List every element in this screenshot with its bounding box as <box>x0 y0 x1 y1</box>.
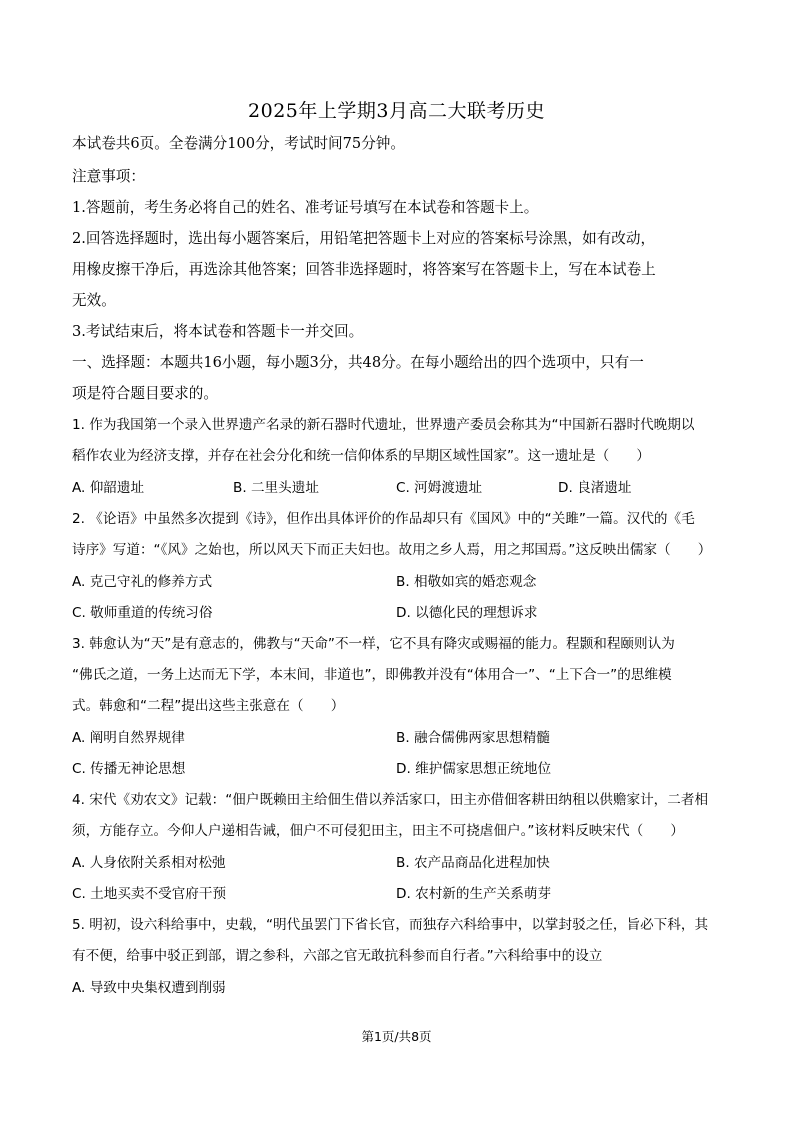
section-heading: 项是符合题目要求的。 <box>72 385 218 402</box>
question-1-option-c: C. 河姆渡遗址 <box>396 480 483 496</box>
question-5-option-a: A. 导致中央集权遭到削弱 <box>72 980 226 996</box>
header-line: 用橡皮擦干净后，再选涂其他答案；回答非选择题时，将答案写在答题卡上，写在本试卷上 <box>72 261 656 278</box>
question-4-option-b: B. 农产品商品化进程加快 <box>396 855 550 871</box>
question-1-option-a: A. 仰韶遗址 <box>72 480 145 496</box>
question-3-option-d: D. 维护儒家思想正统地位 <box>396 761 552 777</box>
question-3-option-a: A. 阐明自然界规律 <box>72 730 185 746</box>
page-footer: 第1页/共8页 <box>361 1029 432 1044</box>
question-5-text: 有不便，给事中驳正到部，谓之参科，六部之官无敢抗科参而自行者。”六科给事中的设立 <box>72 948 603 964</box>
question-3-text: “佛氏之道，一务上达而无下学，本末间，非道也”，即佛教并没有“体用合一”、“上下合一”的思维模 <box>72 667 672 683</box>
header-line: 无效。 <box>72 292 116 309</box>
header-line: 本试卷共6页。全卷满分100分，考试时间75分钟。 <box>72 135 405 152</box>
question-4-option-d: D. 农村新的生产关系萌芽 <box>396 886 552 902</box>
header-line: 2.回答选择题时，选出每小题答案后，用铅笔把答题卡上对应的答案标号涂黑，如有改动， <box>72 230 656 247</box>
question-2-text: 2. 《论语》中虽然多次提到《诗》，但作出具体评价的作品却只有《国风》中的“关雎”一篇。汉代的《毛 <box>72 511 695 527</box>
question-1-text: 稻作农业为经济支撑，并存在社会分化和统一信仰体系的早期区域性国家”。这一遗址是（ ） <box>72 448 650 464</box>
question-2-text: 诗序》写道：“《风》之始也，所以风天下而正夫妇也。故用之乡人焉，用之邦国焉。”这反映出儒家（ ） <box>72 542 712 558</box>
question-2-option-b: B. 相敬如宾的婚恋观念 <box>396 574 537 590</box>
question-1-option-d: D. 良渚遗址 <box>558 480 632 496</box>
question-3-option-c: C. 传播无神论思想 <box>72 761 186 777</box>
question-3-text: 3. 韩愈认为“天”是有意志的，佛教与“天命”不一样，它不具有降灾或赐福的能力。程颢和程颐则认为 <box>72 636 675 652</box>
question-3-text: 式。韩愈和“二程”提出这些主张意在（ ） <box>72 698 345 714</box>
question-1-text: 1. 作为我国第一个录入世界遗产名录的新石器时代遗址，世界遗产委员会称其为“中国新石器时代晚期以 <box>72 417 695 433</box>
question-5-text: 5. 明初，设六科给事中，史载，“明代虽罢门下省长官，而独存六科给事中，以掌封驳之任，旨必下科，其 <box>72 917 709 933</box>
question-4-option-a: A. 人身依附关系相对松弛 <box>72 855 226 871</box>
header-line: 注意事项： <box>72 168 145 185</box>
question-2-option-c: C. 敬师重道的传统习俗 <box>72 605 213 621</box>
question-4-option-c: C. 土地买卖不受官府干预 <box>72 886 227 902</box>
question-4-text: 4. 宋代《劝农文》记载：“佃户既赖田主给佃生借以养活家口，田主亦借佃客耕田纳租以供赡家计，二者相 <box>72 792 709 808</box>
section-heading: 一、选择题：本题共16小题，每小题3分，共48分。在每小题给出的四个选项中，只有一 <box>72 354 644 371</box>
question-2-option-a: A. 克己守礼的修养方式 <box>72 574 213 590</box>
header-line: 3.考试结束后，将本试卷和答题卡一并交回。 <box>72 323 364 340</box>
question-1-option-b: B. 二里头遗址 <box>233 480 319 496</box>
question-4-text: 须，方能存立。今仰人户递相告诫，佃户不可侵犯田主，田主不可挠虐佃户。”该材料反映宋代（ ） <box>72 823 684 839</box>
exam-title: 2025年上学期3月高二大联考历史 <box>248 100 545 122</box>
question-2-option-d: D. 以德化民的理想诉求 <box>396 605 538 621</box>
question-3-option-b: B. 融合儒佛两家思想精髓 <box>396 730 550 746</box>
header-line: 1.答题前，考生务必将自己的姓名、准考证号填写在本试卷和答题卡上。 <box>72 199 539 216</box>
